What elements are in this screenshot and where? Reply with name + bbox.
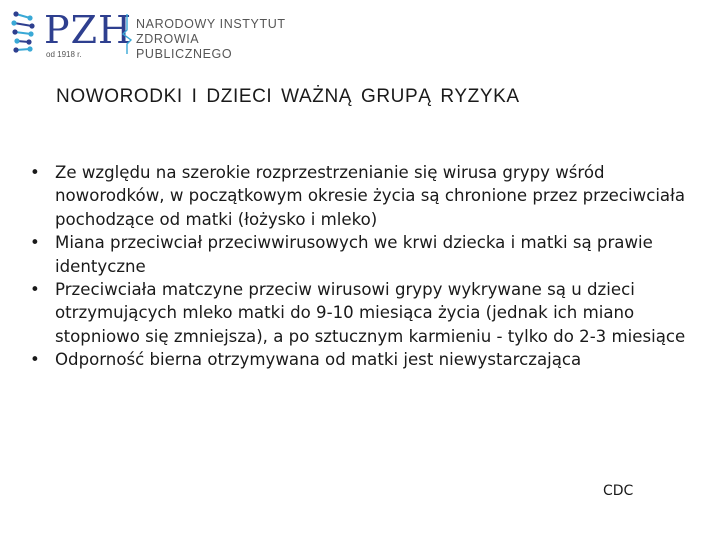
- bullet-item: [30, 231, 700, 278]
- bullet-item: [30, 161, 700, 231]
- source-label: CDC: [603, 483, 634, 499]
- bullet-dot: •: [30, 280, 40, 300]
- bullet-text: Ze względu na szerokie rozprzestrzenianie się wirusa grypy wśród noworodków, w początkowym okresie życia są chronione przez przeciwciała pochodzące od matki (łożysko i mleko): [55, 163, 685, 229]
- institute-name: [136, 17, 296, 62]
- heartbeat-line-icon: [120, 14, 134, 54]
- bullet-dot: •: [30, 233, 40, 253]
- logo-founded-year: od 1918 r.: [46, 50, 82, 59]
- logo-wordmark: PZH: [44, 8, 133, 52]
- bullet-dot: •: [30, 163, 40, 182]
- institute-name-line-2: ZDROWIA PUBLICZNEGO: [136, 32, 233, 61]
- dna-helix-icon: [6, 4, 42, 66]
- institute-logo: [6, 4, 296, 66]
- bullet-text: Miana przeciwciał przeciwwirusowych we krwi dziecka i matki są prawie identyczne: [55, 233, 653, 276]
- bullet-item: [30, 278, 700, 348]
- bullet-dot: •: [30, 350, 40, 370]
- slide-title: NOWORODKI I DZIECI WAŻNĄ GRUPĄ RYZYKA: [56, 86, 520, 107]
- bullet-text: Odporność bierna otrzymywana od matki jest niewystarczająca: [55, 350, 582, 370]
- bullet-item: [30, 348, 700, 371]
- bullet-text: Przeciwciała matczyne przeciw wirusowi grypy wykrywane są u dzieci otrzymujących mleko matki do 9-10 miesiąca życia (jednak ich miano stopniowo się zmniejsza), a po sztucznym karmieniu - tylko do 2-3 miesiące: [55, 280, 686, 346]
- bullet-list: [30, 161, 700, 372]
- institute-name-line-1: NARODOWY INSTYTUT: [136, 17, 286, 31]
